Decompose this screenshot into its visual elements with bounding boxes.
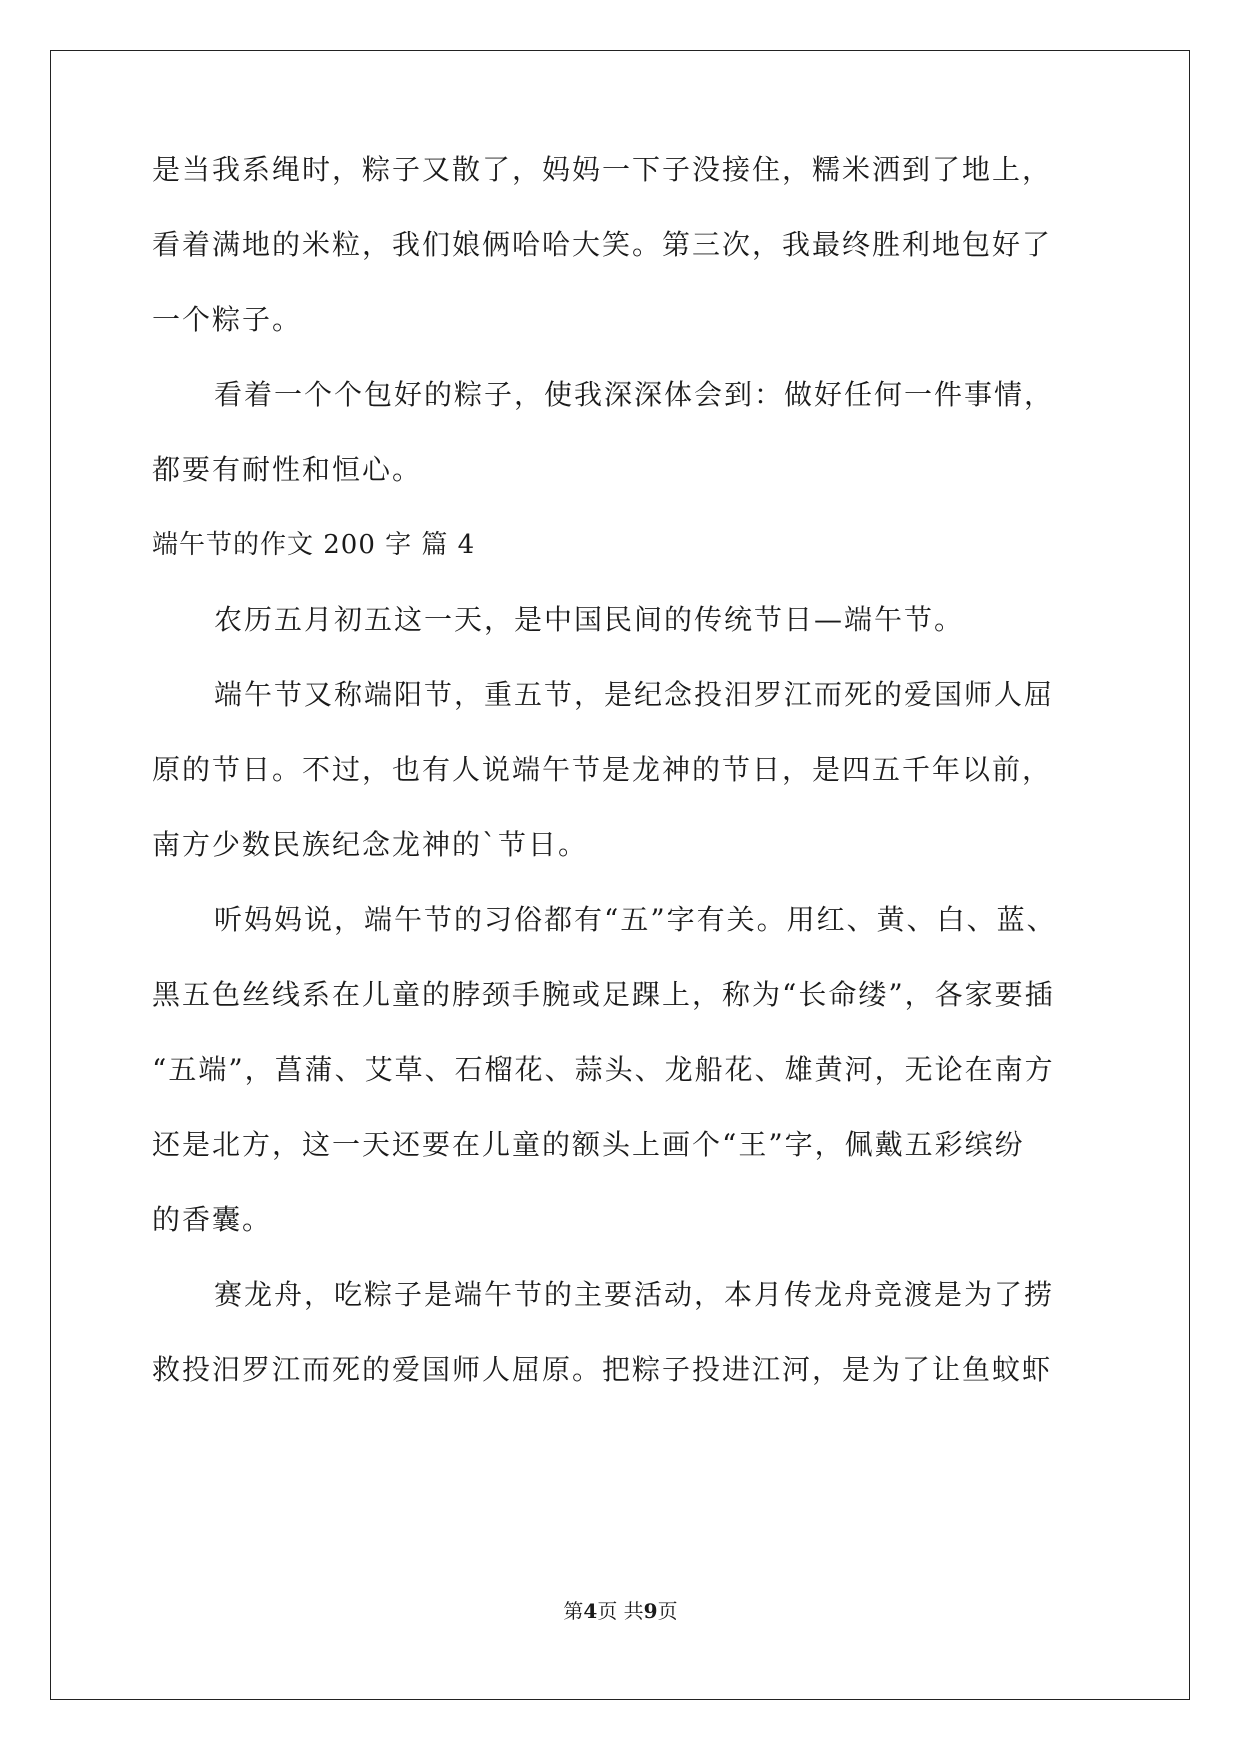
body-line: 端午节又称端阳节，重五节，是纪念投汨罗江而死的爱国师人屈 bbox=[214, 678, 1055, 711]
body-line: 救投汨罗江而死的爱国师人屈原。把粽子投进江河，是为了让鱼蚊虾 bbox=[152, 1353, 1053, 1386]
footer-mid: 页 共 bbox=[597, 1599, 644, 1623]
body-line: 都要有耐性和恒心。 bbox=[152, 453, 423, 486]
footer-prefix: 第 bbox=[563, 1599, 584, 1623]
body-line: 农历五月初五这一天，是中国民间的传统节日—端午节。 bbox=[214, 603, 965, 636]
body-line: 黑五色丝线系在儿童的脖颈手腕或足踝上，称为“长命缕”，各家要插 bbox=[152, 978, 1055, 1011]
section-heading: 端午节的作文 200 字 篇 4 bbox=[152, 530, 476, 560]
body-line: 是当我系绳时，粽子又散了，妈妈一下子没接住，糯米洒到了地上， bbox=[152, 153, 1053, 186]
footer-suffix: 页 bbox=[657, 1599, 678, 1623]
body-line: 南方少数民族纪念龙神的`节日。 bbox=[152, 828, 589, 861]
body-line: “五端”，菖蒲、艾草、石榴花、蒜头、龙船花、雄黄河，无论在南方 bbox=[152, 1053, 1055, 1086]
body-line: 的香囊。 bbox=[152, 1203, 273, 1236]
body-line: 看着一个个包好的粽子，使我深深体会到：做好任何一件事情， bbox=[214, 378, 1055, 411]
body-line: 听妈妈说，端午节的习俗都有“五”字有关。用红、黄、白、蓝、 bbox=[214, 903, 1057, 936]
total-pages-number: 9 bbox=[643, 1599, 658, 1623]
body-line: 赛龙舟，吃粽子是端午节的主要活动，本月传龙舟竞渡是为了捞 bbox=[214, 1278, 1055, 1311]
body-line: 一个粽子。 bbox=[152, 303, 303, 336]
body-line: 还是北方，这一天还要在儿童的额头上画个“王”字，佩戴五彩缤纷 bbox=[152, 1128, 1025, 1161]
body-line: 原的节日。不过，也有人说端午节是龙神的节日，是四五千年以前， bbox=[152, 753, 1053, 786]
page-border bbox=[50, 50, 1190, 1700]
current-page-number: 4 bbox=[583, 1599, 598, 1623]
body-line: 看着满地的米粒，我们娘俩哈哈大笑。第三次，我最终胜利地包好了 bbox=[152, 228, 1053, 261]
page-footer bbox=[0, 1598, 1241, 1624]
